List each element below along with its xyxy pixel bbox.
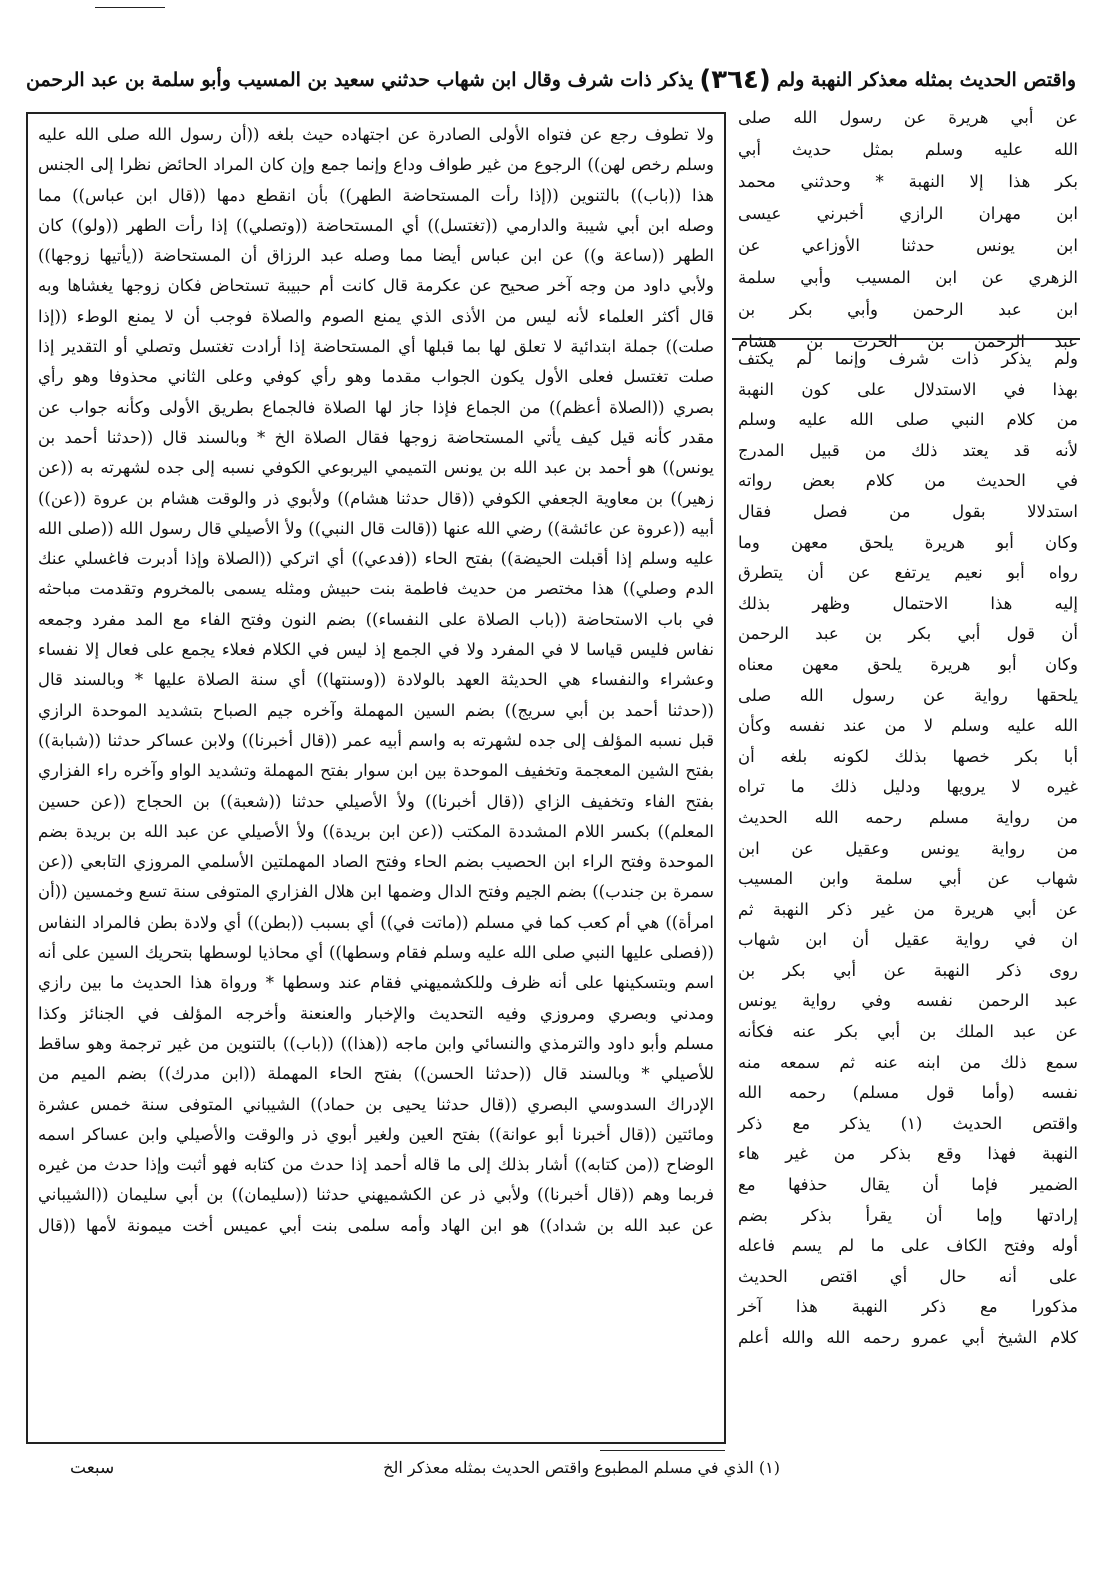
page-number: (٣٦٤): [699, 65, 771, 95]
side-text-line: عن عبد الملك بن أبي بكر عنه فكأنه: [738, 1022, 1078, 1042]
commentary-line: ومائتين ((قال أخبرنا أبو عوانة)) بفتح العين ولغير أبوي ذر والوقت والأصيلي وابن عساكر اسمه: [38, 1124, 714, 1144]
side-text-line: من كلام النبي صلى الله عليه وسلم: [738, 410, 1078, 430]
side-top-line: ابن يونس حدثنا الأوزاعي عن: [738, 236, 1078, 255]
commentary-line: قال أكثر العلماء لأنه ليس من الأذى الذي يمنع الصوم والصلاة فوجب أن لا يمنع الوطء ((إذا: [38, 306, 714, 326]
commentary-line: الموحدة وفتح الراء ابن الحصيب بضم الحاء وفتح الصاد المهملتين الأسلمي المروزي التابعي ((عن: [38, 852, 714, 872]
commentary-line: المعلم)) بكسر اللام المشددة المكتب ((عن ابن بريدة)) ولأ الأصيلي عن عبد الله بن بريدة بضم: [38, 821, 714, 841]
commentary-line: ولا تطوف رجع عن فتواه الأولى الصادرة عن اجتهاده حيث بلغه ((أن رسول الله صلى الله عليه: [38, 125, 714, 144]
side-text-line: وكان أبو هريرة يلحق معهن وما: [738, 532, 1078, 552]
side-text-line: واقتص الحديث (١) يذكر مع ذكر: [738, 1113, 1078, 1133]
commentary-line: ((حدثنا أحمد بن أبي سريج)) بضم السين المهملة وآخره جيم الصباح بتشديد الموحدة الرازي: [38, 700, 714, 720]
commentary-line: صلت تغتسل فعلى الأول يكون الجواب مقدما وهو رأي كوفي وعلى الثاني محذوفا وهو رأي: [38, 367, 714, 387]
side-top-line: ابن عبد الرحمن وأبي بكر بن: [738, 300, 1078, 319]
side-text-line: رواه أبو نعيم يرتفع عن أن يتطرق: [738, 563, 1078, 583]
commentary-line: زهير)) بن معاوية الجعفي الكوفي ((قال حدثنا هشام)) ولأبوي ذر والوقت هشام بن عروة ((عن)): [38, 488, 714, 508]
side-text-line: إرادتها وإما أن يقرأ بذكر بضم: [738, 1205, 1078, 1225]
side-text-line: روى ذكر النهبة عن أبي بكر بن: [738, 960, 1078, 980]
side-text-line: ان في رواية عقيل أن ابن شهاب: [738, 930, 1078, 950]
commentary-line: بصري ((الصلاة أعظم)) من الجماع فإذا جاز لها الصلاة فالجماع بطريق الأولى وكأنه جواب عن: [38, 397, 714, 417]
commentary-line: الإدراك السدوسي البصري ((قال حدثنا يحيى بن حماد)) الشيباني المتوفى سنة خمس عشرة: [38, 1094, 714, 1114]
commentary-box: [26, 112, 726, 1444]
page-header: [26, 60, 1076, 100]
side-text-line: كلام الشيخ أبي عمرو رحمه الله والله أعلم: [738, 1328, 1078, 1347]
commentary-line: صلت)) جملة ابتدائية لا تعلق لها بما قبلها أي المستحاضة إذا أرادت تغتسل وتصلي أو التقدير إذا: [38, 337, 714, 357]
side-text-line: عن أبي هريرة من غير ذكر النهبة ثم: [738, 899, 1078, 919]
side-text-line: استدلالا بقول من فصل فقال: [738, 501, 1078, 521]
commentary-line: الدم وصلي)) هذا مختصر من حديث فاطمة بنت حبيش ومثله يسمى بالمخروم وتقدمت مباحثه: [38, 579, 714, 599]
commentary-line: للأصيلي * وبالسند قال ((حدثنا الحسن)) بفتح الحاء المهملة ((ابن مدرك)) بضم الميم من: [38, 1064, 714, 1084]
header-left-text: يذكر ذات شرف وقال ابن شهاب حدثني سعيد بن المسيب وأبو سلمة بن عبد الرحمن: [25, 69, 694, 91]
side-column-bottom: [738, 344, 1078, 1474]
commentary-line: اسم وبتسكينها على أنه ظرف وللكشميهني فقام عند وسطها * ورواة هذا الحديث ما بين رازي: [38, 973, 714, 993]
commentary-line: بفتح الشين المعجمة وتخفيف الموحدة بين ابن سوار بفتح المهملة وتشديد الواو وآخره راء الفزاري: [38, 761, 714, 781]
side-text-line: أبا بكر خصها بذلك لكونه بلغه أن: [738, 746, 1078, 766]
commentary-line: الطهر ((ساعة و)) عن ابن عباس أيضا مما وصله عبد الرزاق أن المستحاضة ((يأتيها زوجها)): [38, 246, 714, 266]
side-text-line: من رواية يونس وعقيل عن ابن: [738, 838, 1078, 858]
commentary-line: قبل نسبه المؤلف إلى جده لشهرته به واسم أبيه عمر ((قال أخبرنا)) ولابن عساكر حدثنا ((شبابة)): [38, 730, 714, 750]
side-text-line: إليه هذا الاحتمال وظهر بذلك: [738, 593, 1078, 613]
side-text-line: لأنه قد يعتد ذلك من قبيل المدرج: [738, 440, 1078, 460]
side-top-line: الله عليه وسلم بمثل حديث أبي: [738, 140, 1078, 159]
commentary-line: امرأة)) هي أم كعب كما في مسلم ((ماتت في)) أي بسبب ((بطن)) أي ولادة بطن فالمراد النفاس: [38, 912, 714, 932]
commentary-line: في باب الاستحاضة ((باب الصلاة على النفساء)) بضم النون وفتح الفاء مع المد مفرد وجمعه: [38, 609, 714, 629]
side-text-line: من رواية مسلم رحمه الله الحديث: [738, 807, 1078, 827]
side-text-line: في الحديث من كلام بعض رواته: [738, 471, 1078, 491]
commentary-line: بفتح الفاء وتخفيف الزاي ((قال أخبرنا)) ولأ الأصيلي حدثنا ((شعبة)) بن الحجاج ((عن حسين: [38, 791, 714, 811]
side-divider: [732, 338, 1080, 340]
side-text-line: على أنه حال أي اقتص الحديث: [738, 1266, 1078, 1286]
commentary-line: مسلم وأبو داود والترمذي والنسائي وابن ماجه ((هذا)) ((باب)) بالتنوين من غير ترجمة وهو ساقط: [38, 1033, 714, 1053]
side-text-line: مذكورا مع ذكر النهبة هذا آخر: [738, 1297, 1078, 1317]
side-text-line: الضمير فإما أن يقال حذفها مع: [738, 1175, 1078, 1195]
side-text-line: شهاب عن أبي سلمة وابن المسيب: [738, 869, 1078, 889]
side-text-line: أوله وفتح الكاف على ما لم يسم فاعله: [738, 1236, 1078, 1256]
side-text-line: أن قول أبي بكر بن عبد الرحمن: [738, 624, 1078, 644]
side-column-top: [738, 102, 1078, 351]
footnote-rule: [600, 1450, 725, 1451]
commentary-line: فربما وهم ((قال أخبرنا)) ولأبي ذر عن الكشميهني حدثنا ((سليمان)) بن أبي سليمان ((الشيباني: [38, 1185, 714, 1205]
side-text-line: يلحقها رواية عن رسول الله صلى: [738, 685, 1078, 705]
commentary-line: ولأبي داود من وجه آخر صحيح عن عكرمة قال كانت أم حبيبة تستحاض فكان زوجها يغشاها وبه: [38, 276, 714, 296]
side-text-line: الله عليه وسلم لا من عند نفسه وكأن: [738, 716, 1078, 736]
commentary-line: هذا ((باب)) بالتنوين ((إذا رأت المستحاضة الطهر)) بأن انقطع دمها ((قال ابن عباس)) مما: [38, 185, 714, 205]
side-top-line: بكر هذا إلا النهبة * وحدثني محمد: [738, 172, 1078, 191]
side-top-line: عن أبي هريرة عن رسول الله صلى: [738, 108, 1078, 127]
commentary-line: وعشراء والنفساء هي الحديثة العهد بالولادة ((وسنتها)) أي سنة الصلاة عليها * وبالسند قال: [38, 670, 714, 690]
side-text-line: سمع ذلك من ابنه عنه ثم سمعه منه: [738, 1052, 1078, 1072]
commentary-line: ومدني وبصري ومروزي وفيه التحديث والإخبار والعنعنة وأخرجه المؤلف في الجنائز وكذا: [38, 1003, 714, 1023]
commentary-line: عن عبد الله بن شداد)) هو ابن الهاد وأمه سلمى بنت أبي عميس أخت ميمونة لأمها ((قال: [38, 1215, 714, 1235]
side-text-line: غيره لا يرويها ودليل ذلك ما تراه: [738, 777, 1078, 797]
commentary-line: مقدر كأنه قيل كيف يأتي المستحاضة زوجها فقال الصلاة الخ * وبالسند قال ((حدثنا أحمد بن: [38, 427, 714, 447]
side-top-line: ابن مهران الرازي أخبرني عيسى: [738, 204, 1078, 223]
side-text-line: وكان أبو هريرة يلحق معهن معناه: [738, 654, 1078, 674]
commentary-line: سمرة بن جندب)) بضم الجيم وفتح الدال وضمها ابن هلال الفزاري المتوفى سنة تسع وخمسين ((أن: [38, 882, 714, 902]
commentary-line: يونس)) هو أحمد بن عبد الله بن يونس التميمي اليربوعي الكوفي نسبه إلى جده لشهرته به ((عن: [38, 458, 714, 478]
footer-catchword: سبعت: [70, 1458, 115, 1478]
header-right-text: واقتص الحديث بمثله معذكر النهبة ولم: [776, 69, 1076, 91]
side-text-line: النهبة فهذا وقع بذكر من غير هاء: [738, 1144, 1078, 1164]
commentary-line: ((فصلى عليها النبي صلى الله عليه وسلم فقام وسطها)) أي محاذيا لوسطها بتحريك السين على أنه: [38, 943, 714, 963]
commentary-line: نفاس فليس قياسا لا في المفرد ولا في الجمع إذ ليس في الكلام فعلاء يجمع على فعال إلا نفساء: [38, 640, 714, 660]
commentary-line: أبيه ((عروة عن عائشة)) رضي الله عنها ((قالت قال النبي)) ولأ الأصيلي قال رسول الله ((صلى الله: [38, 518, 714, 538]
side-top-line: عبد الرحمن بن الحرث بن هشام: [738, 332, 1078, 351]
side-text-line: عبد الرحمن نفسه وفي رواية يونس: [738, 991, 1078, 1011]
side-text-line: بهذا في الاستدلال على كون النهبة: [738, 379, 1078, 399]
commentary-line: الوضاح ((من كتابه)) أشار بذلك إلى ما قاله أحمد إذا حدث من كتابه فهو أثبت وإذا حدث من غيره: [38, 1155, 714, 1175]
side-text-line: نفسه (وأما قول مسلم) رحمه الله: [738, 1083, 1078, 1103]
footnote: (١) الذي في مسلم المطبوع واقتص الحديث بمثله معذكر الخ: [383, 1458, 780, 1477]
side-text-line: ولم يذكر ذات شرف وإنما لم يكتف: [738, 349, 1078, 368]
commentary-line: وصله ابن أبي شيبة والدارمي ((تغتسل)) أي المستحاضة ((وتصلي)) إذا رأت الطهر ((ولو)) كان: [38, 215, 714, 235]
side-top-line: الزهري عن ابن المسيب وأبي سلمة: [738, 268, 1078, 287]
commentary-line: عليه وسلم إذا أقبلت الحيضة)) بفتح الحاء ((فدعي)) أي اتركي ((الصلاة وإذا أدبرت فاغسلي عنك: [38, 549, 714, 569]
corner-rule: [95, 7, 165, 8]
commentary-line: وسلم رخص لهن)) الرجوع من غير طواف وداع وإنما جمع وإن كان المراد الحائض نظرا إلى الجنس: [38, 155, 714, 175]
